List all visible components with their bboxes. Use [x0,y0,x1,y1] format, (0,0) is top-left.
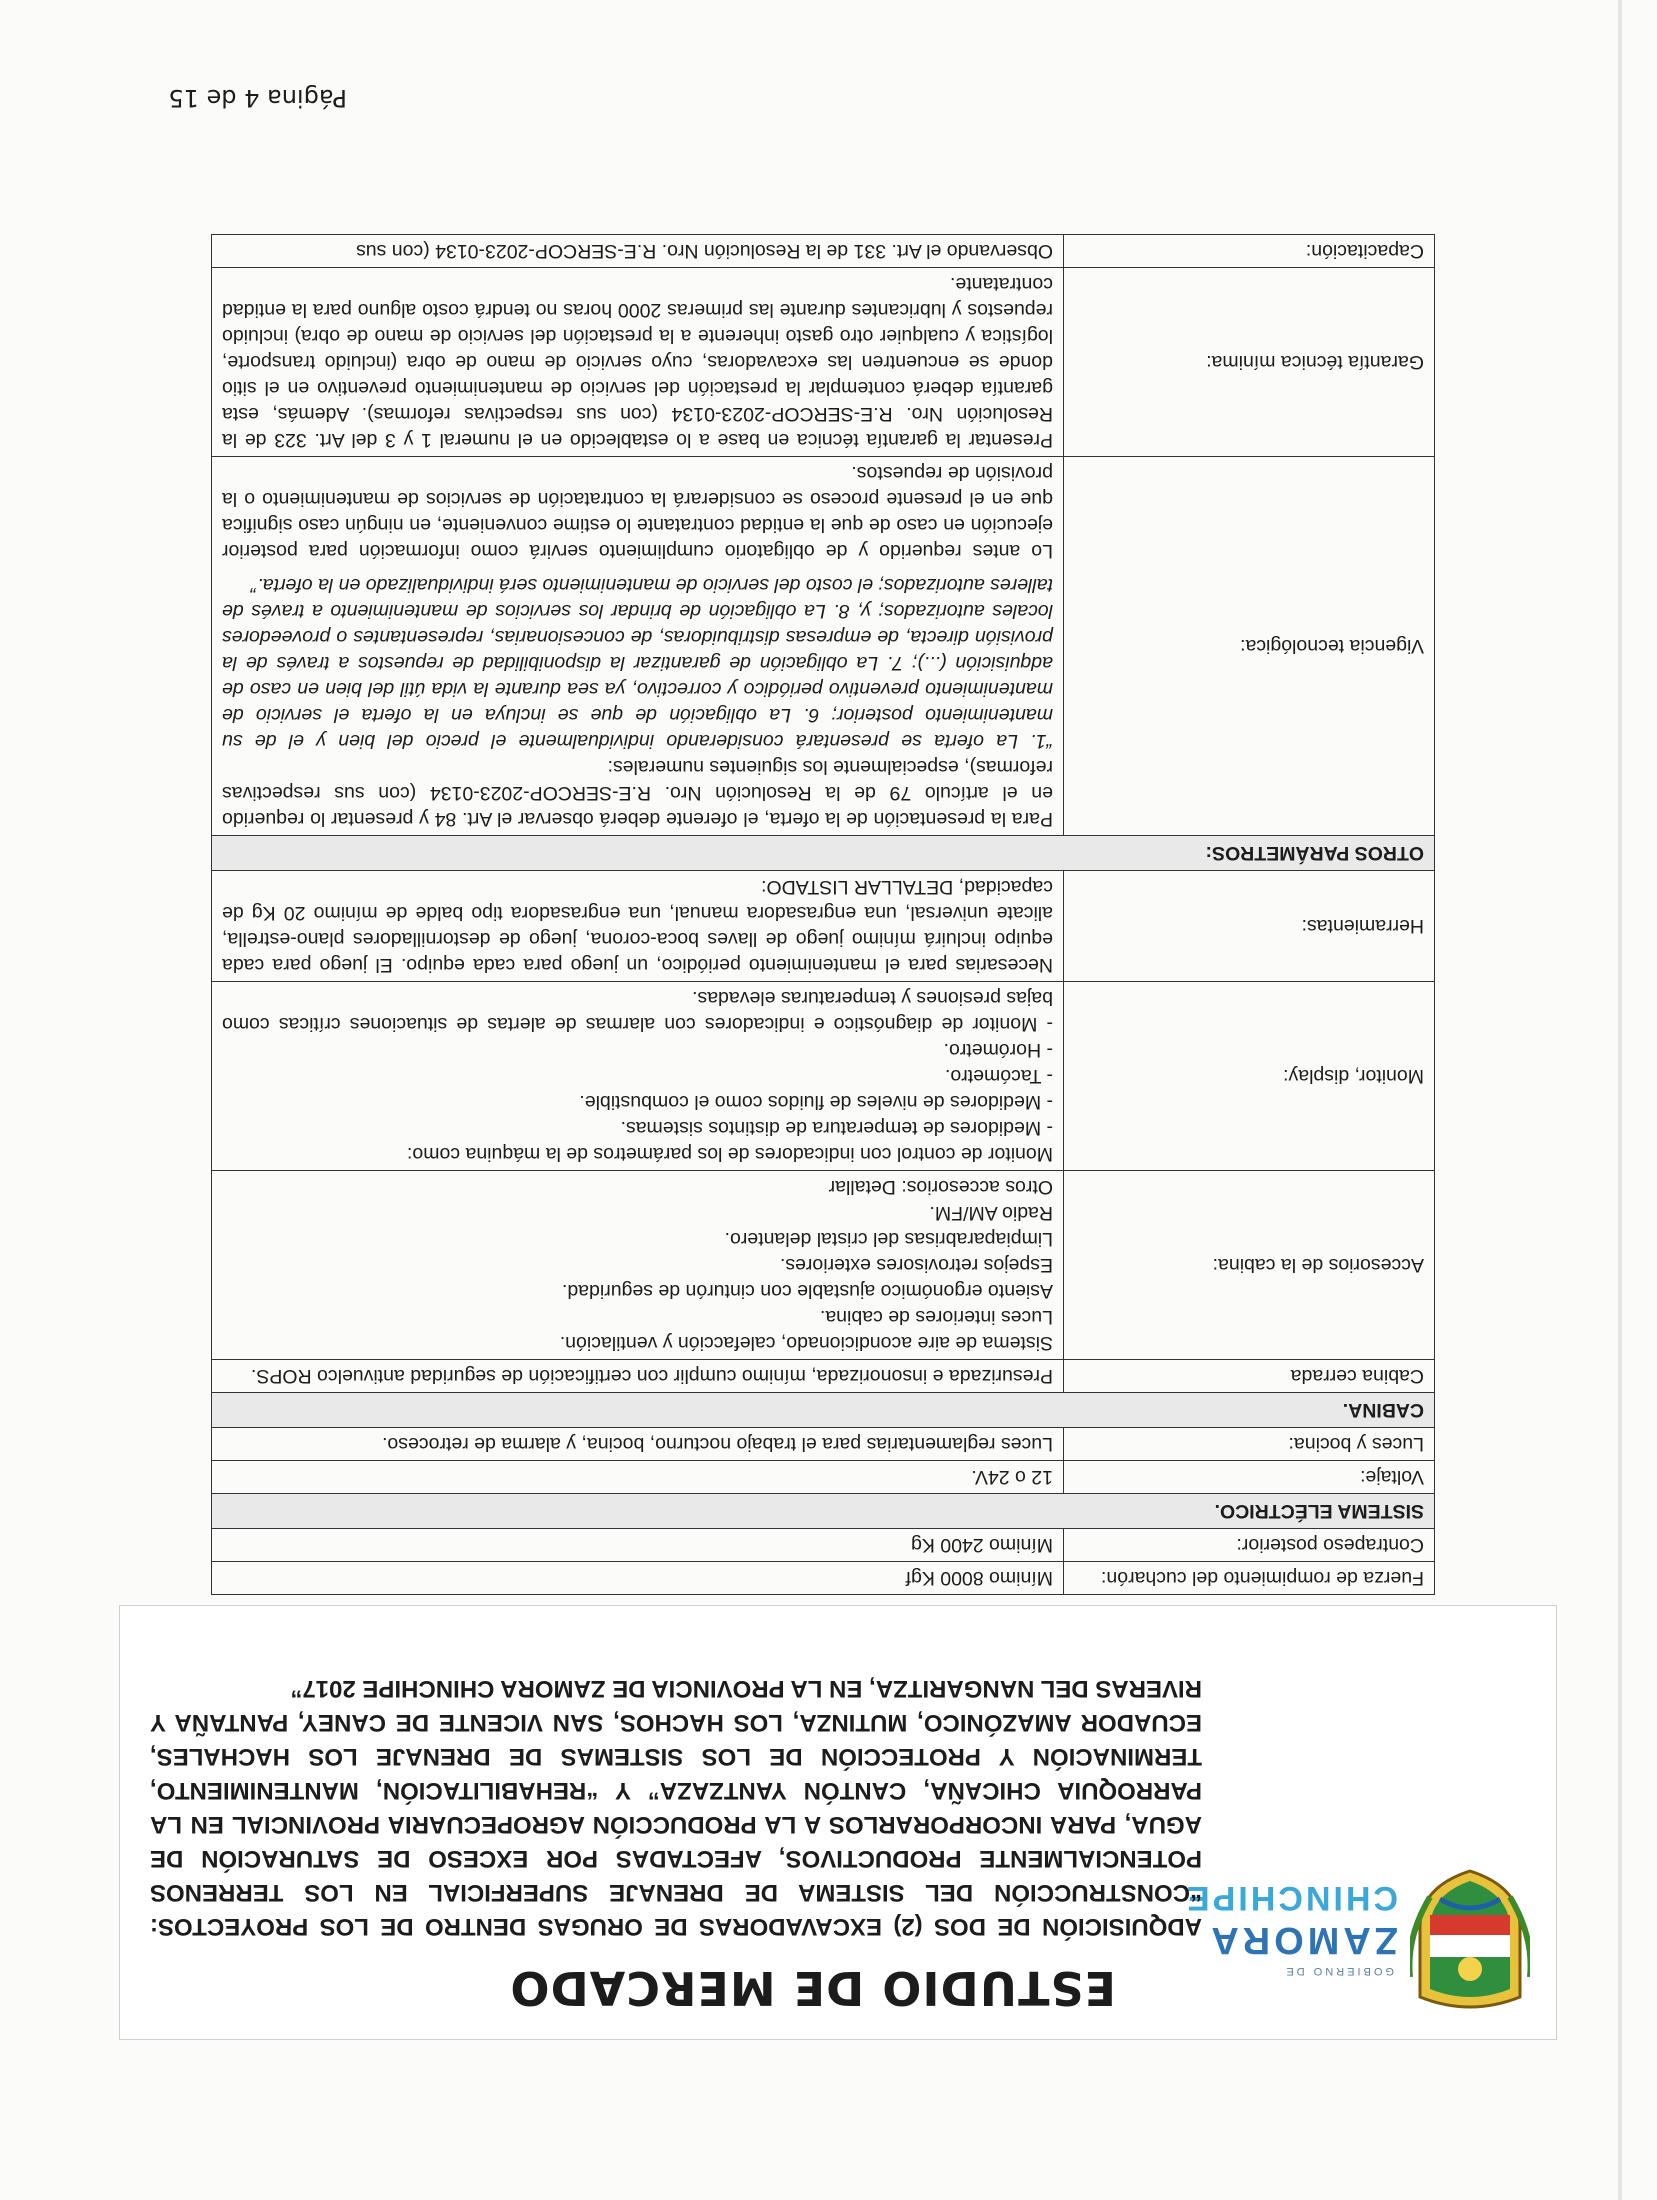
list-item: Monitor de control con indicadores de los parámetros de la máquina como: [406,1143,1053,1165]
list-item: - Horómetro. [943,1039,1053,1061]
page-number: Página 4 de 15 [168,84,347,112]
vigencia-closing: Lo antes requerido y de obligatorio cumplimiento servirá como información para posterior ejecución en caso de que la entidad contratante lo estime conveniente, en ningún caso significa que en el presente proceso se considerará la contratación de servicios de mantenimiento o la provisión de repuestos. [222,462,1053,562]
row-value [212,1171,1064,1360]
section-heading-row [212,1494,1435,1529]
row-label: Herramientas: [1064,871,1435,982]
row-label: Luces y bocina: [1064,1428,1435,1461]
row-value: Presurizada e insonorizada, mínimo cumplir con certificación de seguridad antivuelco ROPS. [212,1360,1064,1393]
list-item: Sistema de aire acondicionado, calefacción y ventilación. [559,1332,1053,1354]
vigencia-quote: “1. La oferta se presentará considerando individualmente el precio del bien y el de su mantenimiento posterior; 6. La obligación de que se incluya en la oferta el servicio de mantenimiento preventivo periódico y correctivo, ya sea durante la vida útil del bien en caso de adquisición (...); 7. La obligación de garantizar la disponibilidad de repuestos a través de la provisión directa, de empresas distribuidoras, de concesionarias, representantes o proveedores locales autorizados; y, 8. La obligación de brindar los servicios de mantenimiento a través de talleres autorizados; el costo del servicio de mantenimiento será individualizado en la oferta.” [222,574,1053,752]
logo-chinchipe-text: CHINCHIPE [1183,1879,1398,1917]
list-item: - Medidores de niveles de fluidos como el combustible. [579,1091,1053,1113]
list-item: Radio AM/FM. [929,1202,1053,1224]
list-item: - Monitor de diagnóstico e indicadores con alarmas de alertas de situaciones críticas como bajas presiones y temperaturas elevadas. [222,987,1053,1035]
zamora-chinchipe-logo [1183,1867,1530,2017]
project-description: ADQUISICIÓN DE DOS (2) EXCAVADORAS DE ORUGAS DENTRO DE LOS PROYECTOS: “CONSTRUCCIÓN DEL SISTEMA DE DRENAJE SUPERFICIAL EN LOS TERRENOS POTENCIALMENTE PRODUCTIVOS, AFECTADAS POR EXCESO DE SATURACIÓN DE AGUA, PARA INCORPORARLOS A LA PRODUCCIÓN AGROPECUARIA PROVINCIAL EN LA PARROQUIA CHICAÑA, CANTÓN YANTZAZA” Y “REHABILITACIÓN, MANTENIMIENTO, TERMINACIÓN Y PROTECCIÓN DE LOS SISTEMAS DE DRENAJE LOS HACHALES, ECUADOR AMAZÓNICO, MUTINZA, LOS HACHOS, SAN VICENTE DE CANEY, PANTAÑA Y RIVERAS DEL NANGARITZA, EN LA PROVINCIA DE ZAMORA CHINCHIPE 2017” [150,1675,1202,1940]
section-heading: CABINA. [212,1393,1435,1428]
row-label: Contrapeso posterior: [1064,1529,1435,1562]
table-row [212,1529,1435,1562]
list-item: - Medidores de temperatura de distintos sistemas. [620,1117,1053,1139]
table-row [212,982,1435,1171]
list-item: Limpiaparabrisas del cristal delantero. [724,1228,1053,1250]
table-row [212,235,1435,268]
row-value [212,457,1064,836]
row-value: Mínimo 8000 Kgf [212,1562,1064,1595]
logo-zamora-text: ZAMORA [1207,1919,1398,1961]
table-row [212,1360,1435,1393]
list-item: Luces interiores de cabina. [819,1306,1053,1328]
table-row [212,268,1435,457]
table-row [212,871,1435,982]
logo-small-text: GOBIERNO DE [1283,1965,1394,1977]
table-row [212,1562,1435,1595]
table-row [212,1428,1435,1461]
row-value: 12 o 24V. [212,1461,1064,1494]
section-heading-row [212,1393,1435,1428]
row-label: Voltaje: [1064,1461,1435,1494]
row-value: Presentar la garantía técnica en base a lo establecido en el numeral 1 y 3 del Art. 323 de la Resolución Nro. R.E-SERCOP-2023-0134 (con sus respectivas reformas). Además, esta garantía deberá contemplar la prestación del servicio de mantenimiento preventivo en el sitio donde se encuentren las excavadoras, cuyo servicio de mano de obra (incluido transporte, logística y cualquier otro gasto inherente a la prestación del servicio de mano de obra) incluido repuestos y lubricantes durante las primeras 2000 horas no tendrá costo alguno para la entidad contratante. [212,268,1064,457]
document-title: ESTUDIO DE MERCADO [509,1961,1116,2015]
row-label: Capacitación: [1064,235,1435,268]
list-item: Asiento ergonómico ajustable con cinturón de seguridad. [561,1280,1053,1302]
section-heading-row [212,836,1435,871]
row-label: Cabina cerrada [1064,1360,1435,1393]
document-header [119,1605,1557,2040]
list-item: - Tacómetro. [944,1065,1053,1087]
table-row [212,1461,1435,1494]
row-label: Fuerza de rompimiento del cucharón: [1064,1562,1435,1595]
list-item: Otros accesorios: Detallar [828,1176,1053,1198]
section-heading: SISTEMA ELÉCTRICO. [212,1494,1435,1529]
table-row [212,457,1435,836]
vigencia-intro: Para la presentación de la oferta, el oferente deberá observar el Art. 84 y presentar lo requerido en el artículo 79 de la Resolución Nro. R.E-SERCOP-2023-0134 (con sus respectivas reformas), especialmente los siguientes numerales: [222,756,1053,830]
row-label: Accesorios de la cabina: [1064,1171,1435,1360]
row-value: Necesarias para el mantenimiento periódico, un juego para cada equipo. El juego para cada equipo incluirá mínimo juego de llaves boca-corona, juego de destornilladores plano-estrella, alicate universal, una engrasadora manual, una engrasadora tipo balde de mínimo 20 Kg de capacidad, DETALLAR LISTADO: [212,871,1064,982]
coat-of-arms-icon [1410,1867,1530,2017]
section-heading: OTROS PARÁMETROS: [212,836,1435,871]
row-value: Luces reglamentarias para el trabajo nocturno, bocina, y alarma de retroceso. [212,1428,1064,1461]
list-item: Espejos retrovisores exteriores. [779,1254,1053,1276]
row-value: Mínimo 2400 Kg [212,1529,1064,1562]
row-value: Observando el Art. 331 de la Resolución Nro. R.E-SERCOP-2023-0134 (con sus [212,235,1064,268]
row-label: Monitor, display: [1064,982,1435,1171]
row-value [212,982,1064,1171]
row-label: Vigencia tecnológica: [1064,457,1435,836]
specification-table [211,234,1435,1595]
row-label: Garantía técnica mínima: [1064,268,1435,457]
table-row [212,1171,1435,1360]
